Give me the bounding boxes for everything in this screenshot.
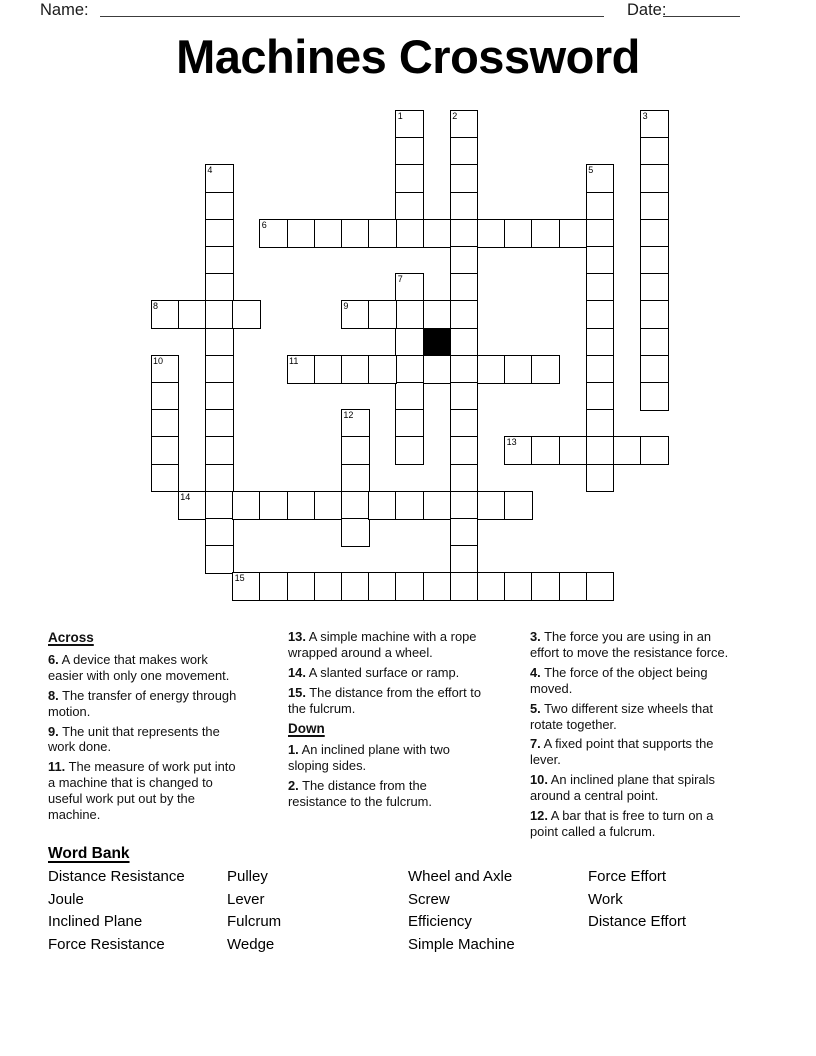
grid-cell[interactable]	[640, 219, 669, 248]
grid-cell[interactable]	[178, 491, 207, 520]
grid-cell[interactable]	[640, 436, 669, 465]
grid-cell[interactable]	[559, 436, 588, 465]
cell-number-label: 10	[153, 355, 164, 366]
clue-number: 4.	[530, 664, 541, 680]
grid-cell[interactable]	[504, 491, 533, 520]
clue-number: 3.	[530, 629, 541, 644]
grid-cell[interactable]	[205, 518, 234, 547]
word-bank-item: Force Effort	[588, 868, 667, 885]
name-label: Name:	[40, 1, 89, 19]
grid-cell[interactable]	[586, 246, 615, 275]
date-blank-line[interactable]	[663, 0, 740, 17]
grid-cell[interactable]	[205, 219, 234, 248]
grid-cell[interactable]	[395, 382, 424, 411]
word-bank-item: Work	[588, 890, 623, 908]
grid-cell[interactable]	[205, 328, 234, 357]
grid-cell[interactable]	[450, 464, 479, 493]
grid-cell[interactable]	[395, 409, 424, 438]
grid-cell[interactable]	[640, 300, 669, 329]
grid-cell[interactable]	[423, 572, 452, 601]
clue-item-5: 5. Two different size wheels that rotate together.	[530, 700, 713, 732]
word-bank-item: Wheel and Axle	[408, 868, 513, 885]
grid-cell[interactable]	[205, 246, 234, 275]
clue-item-3: 3. The force you are using in an effort to move the resistance force.	[530, 629, 729, 660]
name-blank-line[interactable]	[100, 0, 604, 17]
grid-cell[interactable]	[586, 164, 615, 193]
clue-number: 12.	[530, 808, 548, 824]
grid-cell[interactable]	[640, 246, 669, 275]
grid-cell[interactable]	[368, 300, 397, 329]
grid-cell[interactable]	[151, 464, 180, 493]
grid-cell[interactable]	[450, 518, 479, 547]
word-bank-item: Efficiency	[408, 913, 472, 931]
grid-cell[interactable]	[423, 491, 452, 520]
grid-cell[interactable]	[395, 137, 424, 166]
grid-cell[interactable]	[205, 545, 234, 574]
grid-cell[interactable]	[341, 518, 370, 547]
clue-number: 14.	[288, 664, 306, 680]
grid-cell[interactable]	[477, 355, 506, 384]
grid-cell[interactable]	[341, 355, 370, 384]
grid-cell[interactable]	[205, 436, 234, 465]
clue-item-12: 12. A bar that is free to turn on a point called a fulcrum.	[530, 808, 714, 839]
grid-cell[interactable]	[395, 328, 424, 357]
clue-number: 11.	[48, 759, 66, 775]
word-bank-item: Screw	[408, 890, 450, 908]
down-heading: Down	[288, 720, 325, 736]
grid-cell[interactable]	[341, 572, 370, 601]
grid-cell[interactable]	[205, 355, 234, 384]
grid-cell[interactable]	[531, 219, 560, 248]
grid-cell[interactable]	[423, 355, 452, 384]
grid-cell[interactable]	[640, 355, 669, 384]
clue-column-1	[48, 629, 246, 827]
grid-cell[interactable]	[259, 491, 288, 520]
grid-cell[interactable]	[395, 110, 424, 139]
grid-cell[interactable]	[586, 192, 615, 221]
clue-item-6: 6. A device that makes work easier with only one movement.	[48, 651, 230, 683]
grid-cell[interactable]	[151, 409, 180, 438]
grid-cell[interactable]	[504, 436, 533, 465]
word-bank-item: Fulcrum	[227, 913, 282, 931]
grid-cell[interactable]	[477, 219, 506, 248]
grid-cell[interactable]	[450, 219, 479, 248]
grid-cell[interactable]	[368, 219, 397, 248]
clue-item-13: 13. A simple machine with a rope wrapped around a wheel.	[288, 629, 477, 660]
grid-cell[interactable]	[450, 110, 479, 139]
word-bank-column	[227, 866, 408, 956]
grid-cell[interactable]	[205, 464, 234, 493]
word-bank-item: Joule	[48, 890, 84, 908]
cell-number-label: 5	[588, 165, 594, 176]
across-heading: Across	[48, 630, 94, 645]
grid-cell[interactable]	[504, 219, 533, 248]
word-bank-column	[48, 866, 227, 956]
grid-cell[interactable]	[450, 409, 479, 438]
word-bank-heading: Word Bank	[48, 845, 130, 862]
grid-cell[interactable]	[341, 491, 370, 520]
grid-cell[interactable]	[450, 246, 479, 275]
clue-number: 13.	[288, 629, 306, 644]
grid-cell[interactable]	[287, 572, 316, 601]
grid-cell[interactable]	[395, 436, 424, 465]
grid-cell[interactable]	[232, 491, 261, 520]
clue-item-14: 14. A slanted surface or ramp.	[288, 664, 460, 680]
grid-cell[interactable]	[640, 192, 669, 221]
clue-item-4: 4. The force of the object being moved.	[530, 664, 708, 696]
grid-cell[interactable]	[586, 300, 615, 329]
clue-number: 9.	[48, 723, 59, 739]
grid-cell[interactable]	[586, 273, 615, 302]
grid-cell[interactable]	[395, 192, 424, 221]
grid-cell[interactable]	[341, 409, 370, 438]
grid-cell[interactable]	[232, 300, 261, 329]
grid-cell[interactable]	[151, 436, 180, 465]
cell-number-label: 1	[397, 111, 403, 121]
cell-number-label: 8	[153, 301, 159, 312]
grid-cell[interactable]	[450, 328, 479, 357]
grid-cell[interactable]	[531, 355, 560, 384]
grid-cell[interactable]	[314, 491, 343, 520]
grid-cell[interactable]	[640, 137, 669, 166]
grid-cell[interactable]	[395, 164, 424, 193]
grid-cell[interactable]	[450, 164, 479, 193]
grid-cell[interactable]	[395, 572, 424, 601]
grid-cell[interactable]	[586, 328, 615, 357]
grid-cell[interactable]	[586, 355, 615, 384]
grid-cell[interactable]	[586, 572, 615, 601]
grid-cell[interactable]	[504, 572, 533, 601]
grid-cell[interactable]	[423, 300, 452, 329]
grid-cell[interactable]	[314, 572, 343, 601]
grid-cell[interactable]	[450, 572, 479, 601]
cell-number-label: 7	[397, 274, 403, 285]
grid-cell[interactable]	[341, 464, 370, 493]
cell-number-label: 13	[506, 437, 517, 448]
grid-cell[interactable]	[640, 164, 669, 193]
clue-item-10: 10. An inclined plane that spirals around a central point.	[530, 772, 715, 804]
grid-cell[interactable]	[151, 355, 180, 384]
grid-cell[interactable]	[151, 382, 180, 411]
grid-cell-black	[423, 328, 452, 357]
grid-cell[interactable]	[287, 355, 316, 384]
grid-cell[interactable]	[368, 491, 397, 520]
grid-cell[interactable]	[395, 491, 424, 520]
cell-number-label: 3	[642, 111, 648, 121]
grid-cell[interactable]	[423, 219, 452, 248]
grid-cell[interactable]	[259, 572, 288, 601]
word-bank-item: Distance Resistance	[48, 868, 185, 885]
word-bank-item: Pulley	[227, 868, 268, 885]
grid-cell[interactable]	[205, 164, 234, 193]
word-bank	[48, 866, 686, 956]
grid-cell[interactable]	[477, 491, 506, 520]
clue-number: 7.	[530, 736, 541, 752]
grid-cell[interactable]	[314, 355, 343, 384]
word-bank-column	[408, 866, 588, 956]
word-bank-item: Lever	[227, 890, 265, 908]
grid-cell[interactable]	[450, 436, 479, 465]
grid-cell[interactable]	[259, 219, 288, 248]
grid-cell[interactable]	[586, 436, 615, 465]
grid-cell[interactable]	[287, 491, 316, 520]
word-bank-item: Wedge	[227, 935, 275, 953]
grid-cell[interactable]	[586, 409, 615, 438]
grid-cell[interactable]	[395, 273, 424, 302]
grid-cell[interactable]	[205, 491, 234, 520]
date-label: Date:	[627, 1, 667, 19]
clue-number: 1.	[288, 742, 299, 758]
grid-cell[interactable]	[450, 545, 479, 574]
grid-cell[interactable]	[232, 572, 261, 601]
cell-number-label: 4	[207, 165, 213, 176]
cell-number-label: 12	[343, 410, 354, 421]
grid-cell[interactable]	[205, 273, 234, 302]
grid-cell[interactable]	[178, 300, 207, 329]
clue-column-2	[288, 629, 487, 814]
word-bank-column	[588, 866, 686, 956]
grid-cell[interactable]	[151, 300, 180, 329]
grid-cell[interactable]	[586, 382, 615, 411]
grid-cell[interactable]	[450, 137, 479, 166]
grid-cell[interactable]	[368, 572, 397, 601]
word-bank-item: Simple Machine	[408, 935, 515, 953]
clue-item-11: 11. The measure of work put into a machine that is changed to useful work put out by the machine.	[48, 759, 236, 823]
grid-cell[interactable]	[341, 300, 370, 329]
cell-number-label: 9	[343, 301, 349, 312]
cell-number-label: 11	[289, 355, 299, 366]
grid-cell[interactable]	[613, 436, 642, 465]
cell-number-label: 2	[452, 111, 458, 121]
grid-cell[interactable]	[287, 219, 316, 248]
clue-number: 10.	[530, 772, 548, 788]
grid-cell[interactable]	[559, 219, 588, 248]
clue-column-3	[530, 629, 730, 844]
clue-number: 8.	[48, 687, 59, 703]
clue-item-8: 8. The transfer of energy through motion.	[48, 687, 237, 719]
grid-cell[interactable]	[395, 300, 424, 329]
grid-cell[interactable]	[586, 219, 615, 248]
grid-cell[interactable]	[341, 436, 370, 465]
grid-cell[interactable]	[531, 436, 560, 465]
cell-number-label: 15	[234, 573, 245, 584]
grid-cell[interactable]	[450, 355, 479, 384]
clue-number: 2.	[288, 778, 299, 794]
grid-cell[interactable]	[450, 273, 479, 302]
clue-item-9: 9. The unit that represents the work done.	[48, 723, 220, 755]
grid-cell[interactable]	[314, 219, 343, 248]
grid-cell[interactable]	[477, 572, 506, 601]
cell-number-label: 6	[261, 219, 267, 230]
grid-cell[interactable]	[450, 382, 479, 411]
grid-cell[interactable]	[504, 355, 533, 384]
grid-cell[interactable]	[640, 273, 669, 302]
clue-item-7: 7. A fixed point that supports the lever.	[530, 736, 714, 768]
grid-cell[interactable]	[640, 328, 669, 357]
grid-cell[interactable]	[205, 409, 234, 438]
page-title: Machines Crossword	[176, 30, 640, 83]
word-bank-item: Force Resistance	[48, 935, 165, 953]
grid-cell[interactable]	[205, 382, 234, 411]
grid-cell[interactable]	[395, 355, 424, 384]
grid-cell[interactable]	[450, 192, 479, 221]
clue-number: 6.	[48, 651, 59, 667]
word-bank-item: Inclined Plane	[48, 913, 143, 931]
grid-cell[interactable]	[205, 300, 234, 329]
cell-number-label: 14	[180, 491, 191, 502]
clue-item-1: 1. An inclined plane with two sloping sides.	[288, 742, 450, 774]
grid-cell[interactable]	[559, 572, 588, 601]
clue-item-2: 2. The distance from the resistance to the fulcrum.	[288, 778, 433, 810]
grid-cell[interactable]	[395, 219, 424, 248]
grid-cell[interactable]	[640, 382, 669, 411]
grid-cell[interactable]	[341, 219, 370, 248]
clue-item-15: 15. The distance from the effort to the fulcrum.	[288, 684, 481, 716]
grid-cell[interactable]	[586, 464, 615, 493]
grid-cell[interactable]	[205, 192, 234, 221]
grid-cell[interactable]	[368, 355, 397, 384]
clue-number: 5.	[530, 700, 541, 716]
grid-cell[interactable]	[450, 491, 479, 520]
word-bank-item: Distance Effort	[588, 913, 687, 931]
grid-cell[interactable]	[640, 110, 669, 139]
grid-cell[interactable]	[450, 300, 479, 329]
clue-number: 15.	[288, 684, 306, 700]
grid-cell[interactable]	[531, 572, 560, 601]
